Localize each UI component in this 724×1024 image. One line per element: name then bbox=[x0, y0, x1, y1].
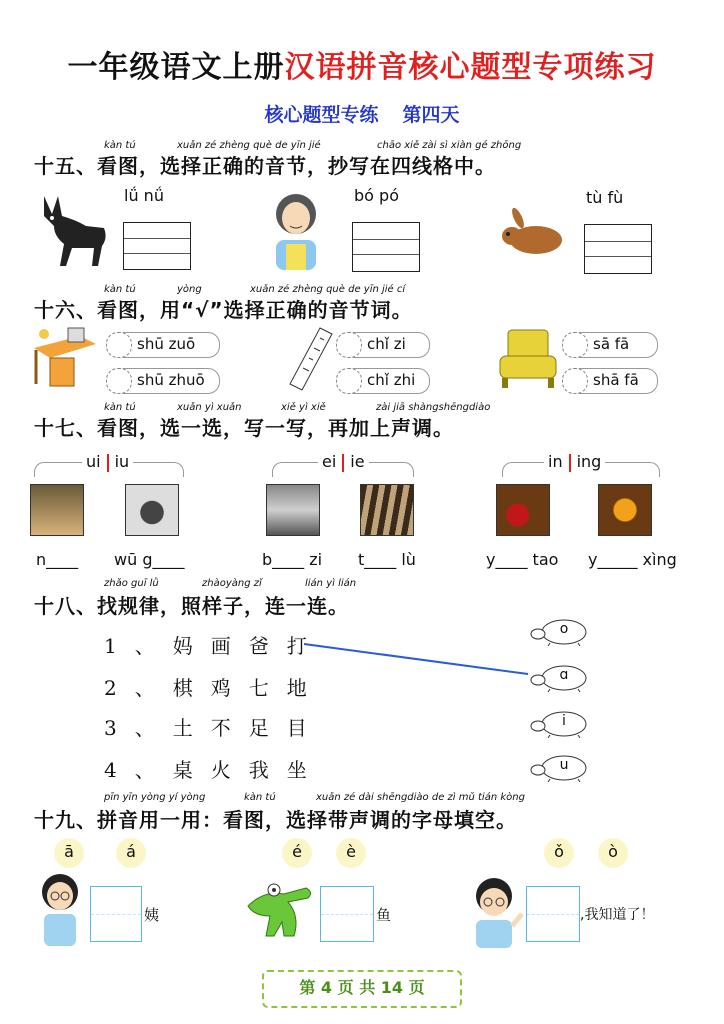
donkey-icon bbox=[36, 186, 110, 268]
title-part2: 汉语拼音核心题型专项练习 bbox=[284, 50, 657, 85]
photo-apricots bbox=[598, 484, 652, 536]
option-label: chǐ zhi bbox=[367, 371, 416, 389]
q19-pinyin-2: kàn tú bbox=[244, 792, 276, 803]
q16-pinyin-2: yòng bbox=[177, 284, 202, 295]
q17-blank-4[interactable]: t____ lù bbox=[358, 550, 416, 569]
ruler-icon bbox=[286, 326, 336, 392]
q15-writing-grid-1[interactable] bbox=[123, 222, 191, 270]
q17-pinyin-4: zài jiā shàngshēngdiào bbox=[376, 402, 491, 413]
page-number: 第 4 页 共 14 页 bbox=[262, 970, 462, 1008]
checkbox-circle[interactable] bbox=[336, 332, 362, 358]
pair-b: ie bbox=[350, 452, 365, 471]
q18-question: 十八、找规律，照样子，连一连。 bbox=[34, 594, 349, 618]
q17-pair-2 bbox=[318, 452, 369, 472]
q17-pinyin-3: xiě yì xiě bbox=[281, 402, 326, 413]
turtle-o[interactable] bbox=[530, 616, 588, 646]
pair-b: iu bbox=[114, 452, 130, 471]
checkbox-circle[interactable] bbox=[562, 332, 588, 358]
checkbox-circle[interactable] bbox=[106, 368, 132, 394]
turtle-letter: ɑ bbox=[559, 667, 569, 683]
photo-cow bbox=[30, 484, 84, 536]
option-label: shā fā bbox=[593, 371, 639, 389]
q15-pinyin-2: xuǎn zé zhèng què de yīn jié bbox=[177, 140, 321, 151]
option-label: shū zhuō bbox=[137, 371, 205, 389]
checkbox-circle[interactable] bbox=[562, 368, 588, 394]
q15-pinyin-3: chāo xiě zài sì xiàn gé zhōng bbox=[377, 140, 522, 151]
tone-option-5[interactable]: ǒ bbox=[544, 838, 574, 868]
q17-blank-1[interactable]: n____ bbox=[36, 550, 79, 569]
q16-option-3b[interactable] bbox=[562, 368, 658, 394]
pair-a: ui bbox=[86, 452, 101, 471]
photo-cups bbox=[266, 484, 320, 536]
title-part1: 一年级语文上册 bbox=[67, 50, 285, 85]
pair-b: ing bbox=[576, 452, 602, 471]
page-subtitle bbox=[0, 100, 724, 127]
tone-option-2[interactable]: á bbox=[116, 838, 146, 868]
answer-box-1[interactable] bbox=[90, 886, 142, 942]
subtitle-right: 第四天 bbox=[402, 104, 460, 126]
sofa-icon bbox=[498, 326, 558, 392]
q17-pair-3 bbox=[544, 452, 605, 472]
tone-option-6[interactable]: ò bbox=[598, 838, 628, 868]
photo-tortoise bbox=[125, 484, 179, 536]
turtle-letter: i bbox=[562, 713, 566, 729]
answer-box-2[interactable] bbox=[320, 886, 374, 942]
connect-line bbox=[300, 630, 534, 680]
option-label: chǐ zi bbox=[367, 335, 406, 353]
turtle-letter: u bbox=[559, 757, 569, 773]
q18-row-3: 3、土不足目 bbox=[104, 716, 325, 740]
tone-option-3[interactable]: é bbox=[282, 838, 312, 868]
checkbox-circle[interactable] bbox=[336, 368, 362, 394]
checkbox-circle[interactable] bbox=[106, 332, 132, 358]
option-label: shū zuō bbox=[137, 335, 196, 353]
turtle-letter: o bbox=[559, 621, 569, 637]
q15-writing-grid-3[interactable] bbox=[584, 224, 652, 274]
q16-option-1a[interactable] bbox=[106, 332, 220, 358]
answer-suffix-2: 鱼 bbox=[376, 906, 392, 924]
q18-row-4: 4、桌火我坐 bbox=[104, 758, 325, 782]
q17-blank-5[interactable]: y____ tao bbox=[486, 550, 559, 569]
q15-options-3: tù fù bbox=[586, 188, 624, 207]
q19-pinyin-1: pīn yīn yòng yí yòng bbox=[104, 792, 206, 803]
desk-icon bbox=[30, 326, 100, 390]
photo-railway bbox=[360, 484, 414, 536]
q18-pinyin-3: lián yì lián bbox=[305, 578, 357, 589]
q17-pair-1 bbox=[82, 452, 133, 472]
tone-option-4[interactable]: è bbox=[336, 838, 366, 868]
q16-option-3a[interactable] bbox=[562, 332, 658, 358]
tone-option-1[interactable]: ā bbox=[54, 838, 84, 868]
q15-options-2: bó pó bbox=[354, 186, 399, 205]
q16-option-1b[interactable] bbox=[106, 368, 220, 394]
q19-pinyin-3: xuǎn zé dài shēngdiào de zì mǔ tián kòng bbox=[316, 792, 525, 803]
page-title bbox=[0, 42, 724, 86]
q17-blank-3[interactable]: b____ zi bbox=[262, 550, 323, 569]
boy-icon bbox=[466, 874, 524, 950]
q17-pinyin-1: kàn tú bbox=[104, 402, 136, 413]
q16-option-2b[interactable] bbox=[336, 368, 430, 394]
q15-question: 十五、看图，选择正确的音节，抄写在四线格中。 bbox=[34, 154, 496, 178]
q16-pinyin-3: xuǎn zé zhèng què de yīn jié cí bbox=[250, 284, 406, 295]
q18-row-2: 2、棋鸡七地 bbox=[104, 676, 325, 700]
q15-pinyin-1: kàn tú bbox=[104, 140, 136, 151]
q17-blank-6[interactable]: y_____ xìng bbox=[588, 550, 677, 569]
girl-icon bbox=[34, 870, 86, 948]
q17-pinyin-2: xuǎn yì xuǎn bbox=[177, 402, 242, 413]
q16-question: 十六、看图，用“√”选择正确的音节词。 bbox=[34, 298, 413, 322]
q16-option-2a[interactable] bbox=[336, 332, 430, 358]
q15-writing-grid-2[interactable] bbox=[352, 222, 420, 272]
grandma-icon bbox=[266, 190, 326, 270]
q15-options-1: lǘ nǘ bbox=[124, 186, 164, 205]
answer-suffix-1: 姨 bbox=[144, 906, 160, 924]
answer-suffix-3: ,我知道了！ bbox=[580, 907, 655, 923]
subtitle-left: 核心题型专练 bbox=[264, 104, 379, 126]
q19-question: 十九、拼音用一用：看图，选择带声调的字母填空。 bbox=[34, 808, 517, 832]
crocodile-icon bbox=[244, 876, 318, 942]
q18-pinyin-1: zhǎo guī lǜ bbox=[104, 578, 159, 589]
option-label: sā fā bbox=[593, 335, 630, 353]
turtle-i[interactable] bbox=[530, 708, 588, 738]
turtle-a[interactable] bbox=[530, 662, 588, 692]
rabbit-icon bbox=[496, 208, 566, 258]
q16-pinyin-1: kàn tú bbox=[104, 284, 136, 295]
pair-a: ei bbox=[322, 452, 337, 471]
q17-question: 十七、看图，选一选，写一写，再加上声调。 bbox=[34, 416, 454, 440]
turtle-u[interactable] bbox=[530, 752, 588, 782]
q18-pinyin-2: zhàoyàng zǐ bbox=[202, 578, 262, 589]
photo-cherries bbox=[496, 484, 550, 536]
q18-row-1: 1、妈画爸打 bbox=[104, 634, 325, 658]
q17-blank-2[interactable]: wū g____ bbox=[114, 550, 185, 569]
pair-a: in bbox=[548, 452, 563, 471]
answer-box-3[interactable] bbox=[526, 886, 580, 942]
